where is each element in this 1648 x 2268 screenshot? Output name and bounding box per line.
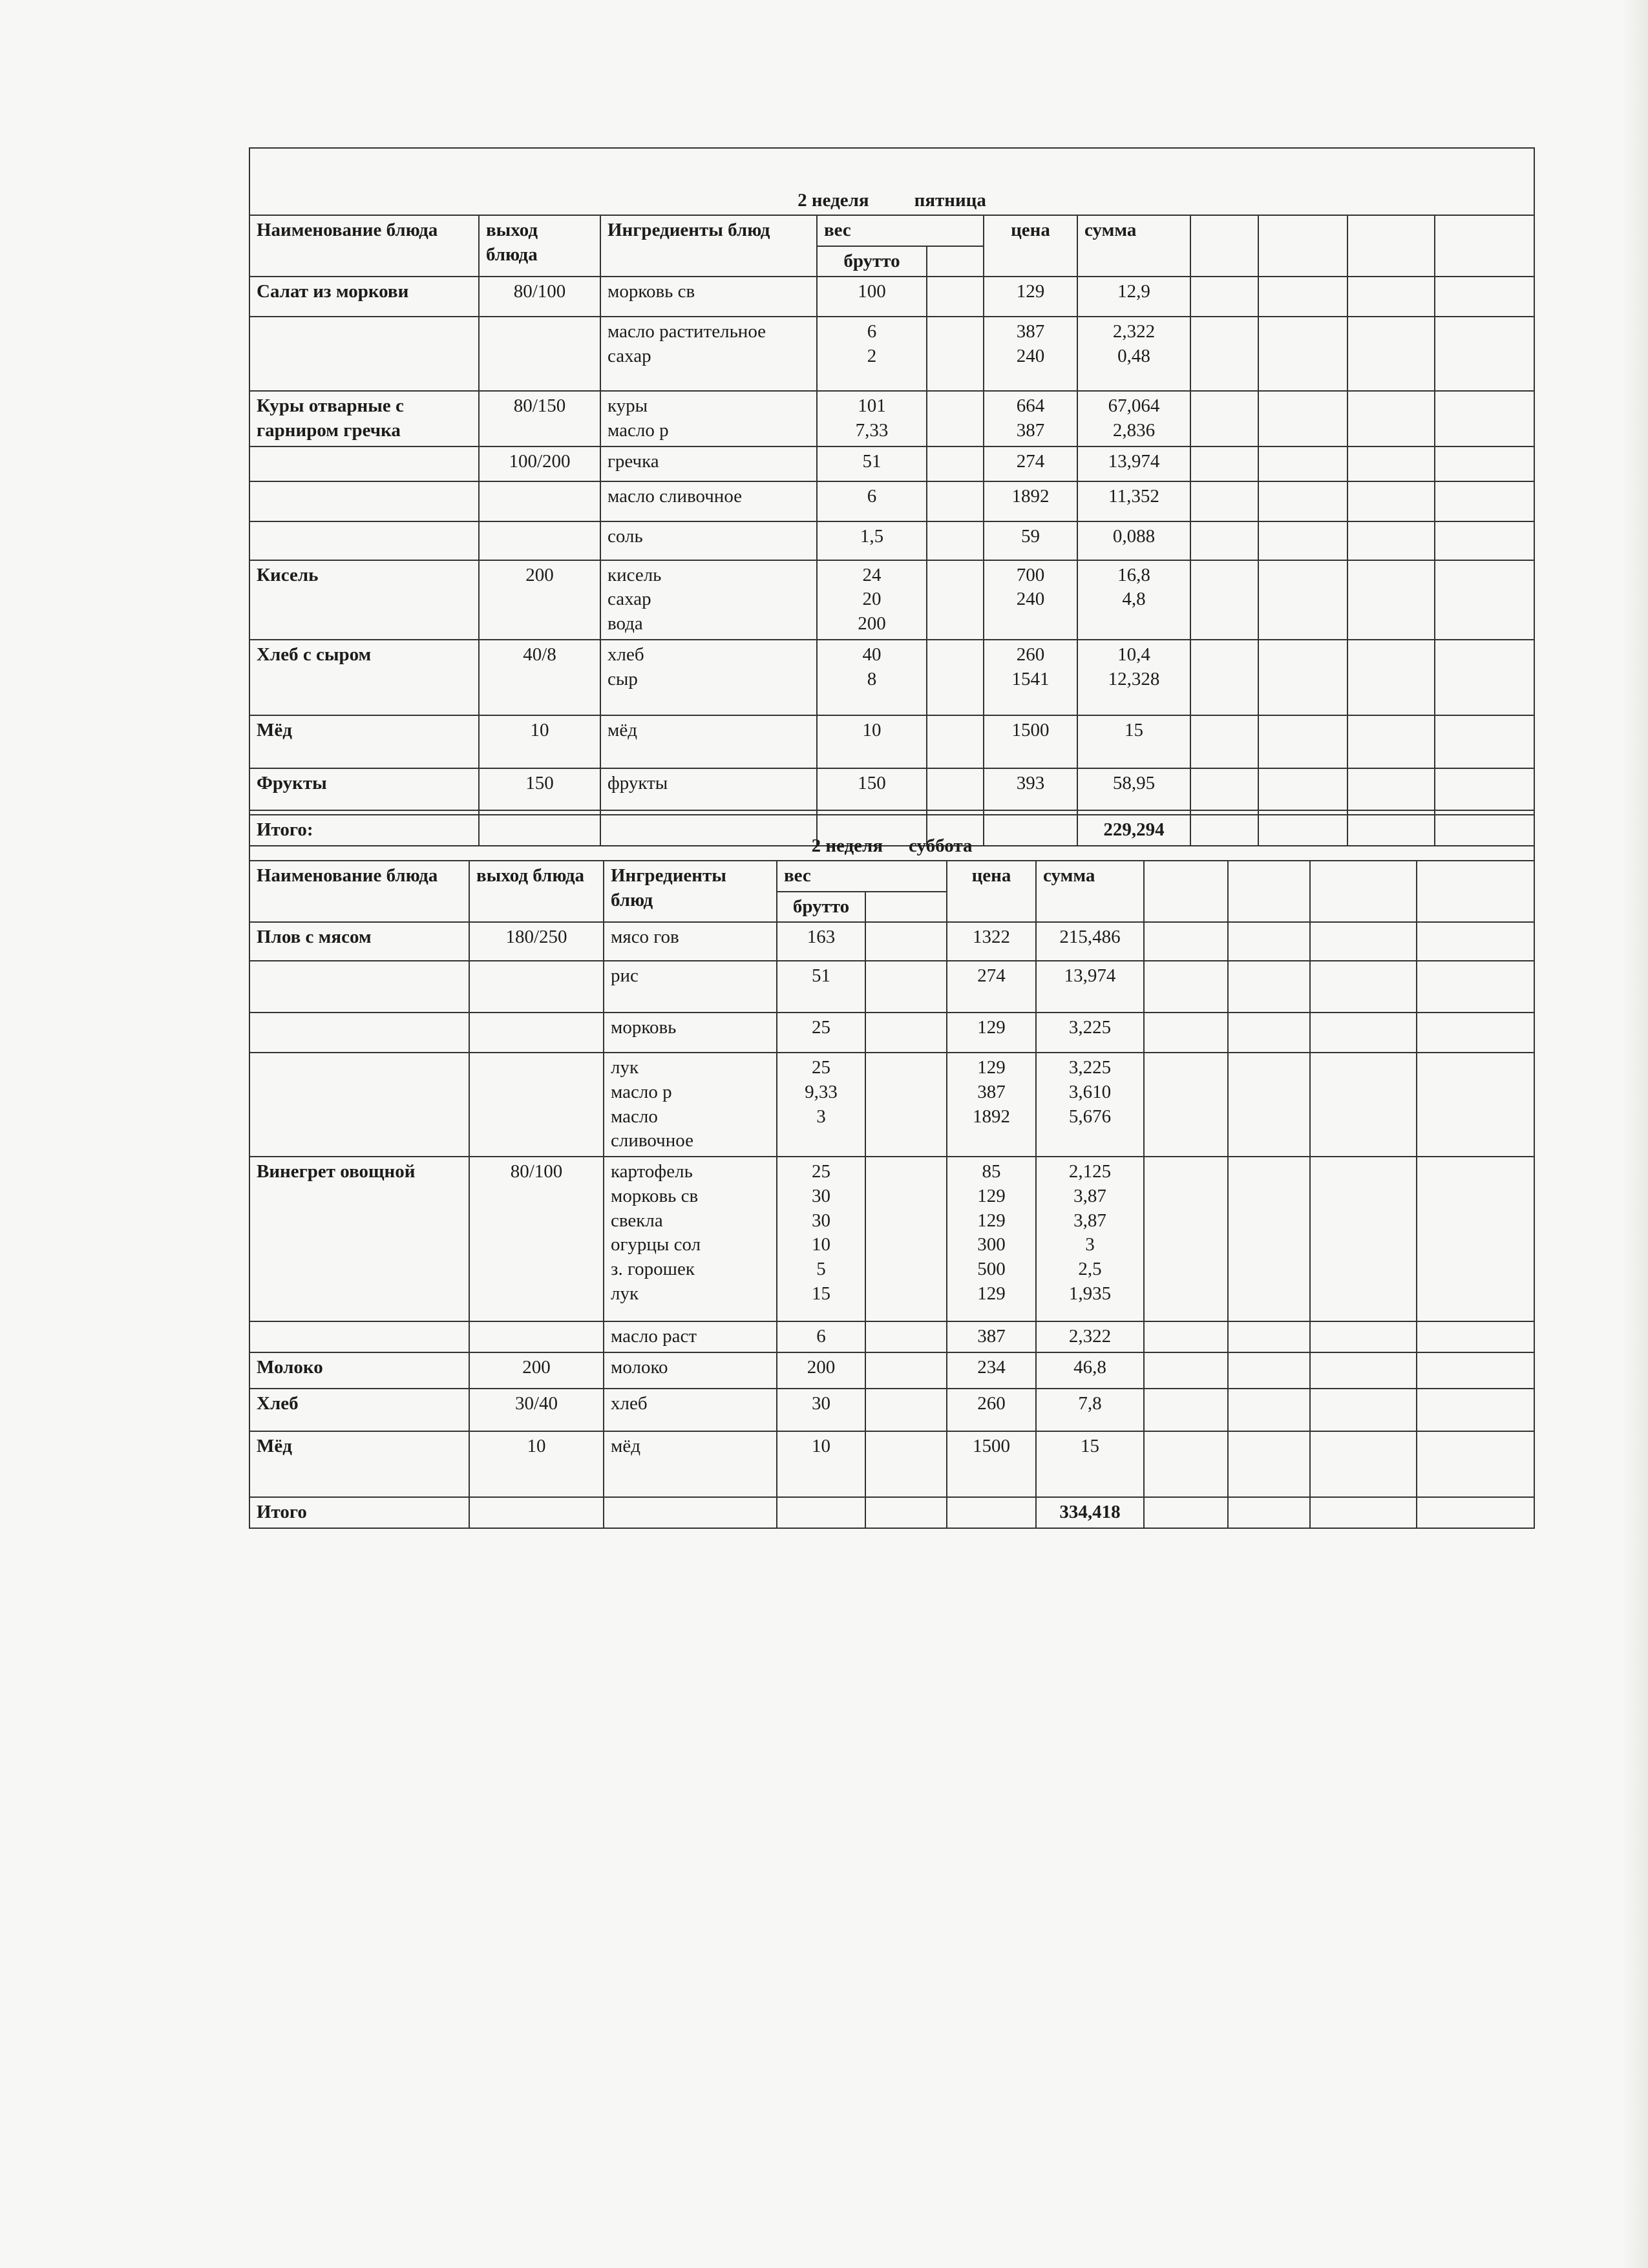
table-row — [249, 560, 1534, 640]
ingredients-cell: гречка — [600, 446, 817, 481]
total-label: Итого: — [249, 815, 479, 846]
dish-name-cell: Хлеб — [249, 1389, 469, 1431]
table-row — [249, 640, 1534, 715]
header-yield: выход блюда — [479, 215, 600, 277]
empty-cell — [1435, 215, 1534, 277]
empty-cell — [1417, 1431, 1534, 1497]
table-row — [249, 1053, 1534, 1157]
empty-cell — [927, 768, 984, 815]
yield-cell: 10 — [469, 1431, 604, 1497]
empty-cell — [1144, 1157, 1228, 1321]
empty-cell — [865, 1389, 947, 1431]
ingredients-cell: молоко — [604, 1352, 777, 1389]
empty-cell — [1190, 277, 1258, 317]
total-sum: 334,418 — [1036, 1497, 1144, 1528]
empty-cell — [865, 1157, 947, 1321]
empty-cell — [1435, 391, 1534, 446]
dish-name-cell: Мёд — [249, 1431, 469, 1497]
weight-brutto-cell: 1,5 — [817, 521, 927, 560]
empty-cell — [1190, 481, 1258, 521]
empty-cell — [1310, 1352, 1417, 1389]
table-row — [249, 317, 1534, 391]
empty-cell — [1310, 1389, 1417, 1431]
table-row — [249, 1013, 1534, 1053]
weight-brutto-cell: 25 30 30 10 5 15 — [777, 1157, 865, 1321]
weight-brutto-cell: 51 — [817, 446, 927, 481]
menu-table-saturday — [249, 810, 1535, 1529]
empty-cell — [1190, 446, 1258, 481]
total-row — [249, 1497, 1534, 1528]
empty-cell — [1347, 317, 1435, 391]
empty-cell — [1258, 715, 1347, 768]
yield-cell — [469, 1053, 604, 1157]
weight-brutto-cell: 200 — [777, 1352, 865, 1389]
ingredients-cell: морковь св — [600, 277, 817, 317]
weight-brutto-cell: 25 9,33 3 — [777, 1053, 865, 1157]
ingredients-cell: масло раст — [604, 1321, 777, 1352]
empty-cell — [1258, 560, 1347, 640]
empty-cell — [777, 1497, 865, 1528]
day-label: пятница — [914, 190, 986, 211]
empty-cell — [1228, 1497, 1310, 1528]
dish-name-cell: Хлеб с сыром — [249, 640, 479, 715]
yield-cell: 80/150 — [479, 391, 600, 446]
empty-cell — [1190, 640, 1258, 715]
empty-cell — [1347, 560, 1435, 640]
empty-cell — [1144, 1013, 1228, 1053]
empty-cell — [1310, 1013, 1417, 1053]
empty-cell — [865, 1321, 947, 1352]
empty-cell — [1258, 768, 1347, 815]
empty-cell — [947, 1497, 1036, 1528]
dish-name-cell: Куры отварные с гарниром гречка — [249, 391, 479, 446]
empty-cell — [1417, 1053, 1534, 1157]
empty-cell — [1144, 1431, 1228, 1497]
dish-name-cell — [249, 1321, 469, 1352]
header-row — [249, 215, 1534, 246]
empty-cell — [1347, 640, 1435, 715]
empty-cell — [1435, 560, 1534, 640]
empty-cell — [865, 1352, 947, 1389]
dish-name-cell: Плов с мясом — [249, 922, 469, 961]
yield-cell: 180/250 — [469, 922, 604, 961]
dish-name-cell — [249, 1013, 469, 1053]
table-row — [249, 961, 1534, 1013]
empty-cell — [1228, 922, 1310, 961]
empty-cell — [1310, 861, 1417, 922]
empty-cell — [1417, 1497, 1534, 1528]
sum-cell: 10,4 12,328 — [1077, 640, 1190, 715]
empty-cell — [1435, 277, 1534, 317]
empty-cell — [927, 391, 984, 446]
empty-cell — [1228, 1321, 1310, 1352]
header-sum: сумма — [1077, 215, 1190, 277]
empty-cell — [1347, 391, 1435, 446]
sum-cell: 15 — [1077, 715, 1190, 768]
empty-cell — [1228, 1352, 1310, 1389]
yield-cell: 100/200 — [479, 446, 600, 481]
dish-name-cell: Винегрет овощной — [249, 1157, 469, 1321]
header-price: цена — [947, 861, 1036, 922]
table-row — [249, 922, 1534, 961]
empty-cell — [1417, 1157, 1534, 1321]
empty-cell — [1258, 317, 1347, 391]
table-row — [249, 1389, 1534, 1431]
empty-cell — [1435, 521, 1534, 560]
yield-cell: 30/40 — [469, 1389, 604, 1431]
ingredients-cell: соль — [600, 521, 817, 560]
empty-cell — [1435, 446, 1534, 481]
empty-cell — [1144, 1321, 1228, 1352]
yield-cell: 200 — [479, 560, 600, 640]
header-yield: выход блюда — [469, 861, 604, 922]
empty-cell — [1417, 961, 1534, 1013]
table-title — [249, 810, 1534, 861]
sum-cell: 12,9 — [1077, 277, 1190, 317]
empty-cell — [865, 1497, 947, 1528]
yield-cell — [469, 1321, 604, 1352]
empty-cell — [1347, 768, 1435, 815]
dish-name-cell — [249, 446, 479, 481]
table-title — [249, 148, 1534, 215]
price-cell: 129 — [984, 277, 1077, 317]
ingredients-cell: хлеб сыр — [600, 640, 817, 715]
empty-cell — [865, 922, 947, 961]
ingredients-cell: лук масло р масло сливочное — [604, 1053, 777, 1157]
sum-cell: 46,8 — [1036, 1352, 1144, 1389]
table-row — [249, 1431, 1534, 1497]
sum-cell: 0,088 — [1077, 521, 1190, 560]
table-row — [249, 446, 1534, 481]
weight-brutto-cell: 10 — [777, 1431, 865, 1497]
sum-cell: 7,8 — [1036, 1389, 1144, 1431]
table-row — [249, 1352, 1534, 1389]
empty-cell — [1144, 861, 1228, 922]
sum-cell: 3,225 3,610 5,676 — [1036, 1053, 1144, 1157]
weight-brutto-cell: 6 — [817, 481, 927, 521]
ingredients-cell: картофель морковь св свекла огурцы сол з. горошек лук — [604, 1157, 777, 1321]
empty-cell — [1144, 1352, 1228, 1389]
table-title-row — [249, 148, 1534, 215]
sum-cell: 2,322 0,48 — [1077, 317, 1190, 391]
empty-cell — [927, 481, 984, 521]
empty-cell — [1228, 1013, 1310, 1053]
sum-cell: 16,8 4,8 — [1077, 560, 1190, 640]
sum-cell: 67,064 2,836 — [1077, 391, 1190, 446]
week-label: 2 неделя — [811, 835, 883, 857]
price-cell: 129 387 1892 — [947, 1053, 1036, 1157]
menu-table-friday — [249, 147, 1535, 846]
sum-cell: 15 — [1036, 1431, 1144, 1497]
table-row — [249, 1321, 1534, 1352]
empty-cell — [1258, 446, 1347, 481]
price-cell: 260 — [947, 1389, 1036, 1431]
header-weight: вес — [817, 215, 984, 246]
table-row — [249, 481, 1534, 521]
yield-cell — [479, 481, 600, 521]
empty-cell — [1417, 1013, 1534, 1053]
empty-cell — [1190, 521, 1258, 560]
empty-cell — [1435, 768, 1534, 815]
empty-cell — [1310, 1497, 1417, 1528]
empty-cell — [1258, 640, 1347, 715]
empty-cell — [1347, 215, 1435, 277]
empty-cell — [1310, 1053, 1417, 1157]
empty-cell — [1228, 1053, 1310, 1157]
empty-cell — [1310, 922, 1417, 961]
price-cell: 274 — [984, 446, 1077, 481]
sum-cell: 13,974 — [1077, 446, 1190, 481]
empty-cell — [927, 246, 984, 277]
yield-cell: 80/100 — [469, 1157, 604, 1321]
empty-cell — [1144, 961, 1228, 1013]
empty-cell — [927, 277, 984, 317]
empty-cell — [865, 1431, 947, 1497]
ingredients-cell: куры масло р — [600, 391, 817, 446]
empty-cell — [1417, 1321, 1534, 1352]
empty-cell — [469, 1497, 604, 1528]
dish-name-cell: Кисель — [249, 560, 479, 640]
price-cell: 1500 — [984, 715, 1077, 768]
weight-brutto-cell: 6 2 — [817, 317, 927, 391]
header-ingredients: Ингредиенты блюд — [604, 861, 777, 922]
table-row — [249, 277, 1534, 317]
sum-cell: 11,352 — [1077, 481, 1190, 521]
dish-name-cell — [249, 961, 469, 1013]
header-price: цена — [984, 215, 1077, 277]
ingredients-cell: хлеб — [604, 1389, 777, 1431]
empty-cell — [1347, 521, 1435, 560]
price-cell: 59 — [984, 521, 1077, 560]
weight-brutto-cell: 40 8 — [817, 640, 927, 715]
yield-cell — [479, 521, 600, 560]
header-brutto: брутто — [817, 246, 927, 277]
weight-brutto-cell: 51 — [777, 961, 865, 1013]
table-row — [249, 1157, 1534, 1321]
yield-cell — [479, 317, 600, 391]
dish-name-cell — [249, 317, 479, 391]
dish-name-cell: Мёд — [249, 715, 479, 768]
ingredients-cell: рис — [604, 961, 777, 1013]
empty-cell — [1435, 640, 1534, 715]
empty-cell — [865, 1013, 947, 1053]
empty-cell — [1190, 560, 1258, 640]
weight-brutto-cell: 30 — [777, 1389, 865, 1431]
empty-cell — [1347, 481, 1435, 521]
weight-brutto-cell: 101 7,33 — [817, 391, 927, 446]
header-brutto: брутто — [777, 892, 865, 923]
price-cell: 393 — [984, 768, 1077, 815]
empty-cell — [927, 446, 984, 481]
table-title-row — [249, 810, 1534, 861]
table-row — [249, 715, 1534, 768]
yield-cell — [469, 1013, 604, 1053]
yield-cell: 200 — [469, 1352, 604, 1389]
empty-cell — [927, 317, 984, 391]
ingredients-cell: морковь — [604, 1013, 777, 1053]
empty-cell — [1258, 215, 1347, 277]
empty-cell — [1435, 715, 1534, 768]
weight-brutto-cell: 6 — [777, 1321, 865, 1352]
empty-cell — [1144, 1497, 1228, 1528]
empty-cell — [1347, 277, 1435, 317]
price-cell: 700 240 — [984, 560, 1077, 640]
empty-cell — [1258, 277, 1347, 317]
dish-name-cell — [249, 521, 479, 560]
empty-cell — [1310, 1321, 1417, 1352]
ingredients-cell: фрукты — [600, 768, 817, 815]
price-cell: 1500 — [947, 1431, 1036, 1497]
table-row — [249, 521, 1534, 560]
empty-cell — [1347, 715, 1435, 768]
price-cell: 129 — [947, 1013, 1036, 1053]
weight-brutto-cell: 163 — [777, 922, 865, 961]
sum-cell: 2,322 — [1036, 1321, 1144, 1352]
price-cell: 387 — [947, 1321, 1036, 1352]
price-cell: 274 — [947, 961, 1036, 1013]
ingredients-cell: мёд — [604, 1431, 777, 1497]
empty-cell — [1190, 768, 1258, 815]
weight-brutto-cell: 150 — [817, 768, 927, 815]
empty-cell — [1347, 446, 1435, 481]
empty-cell — [1190, 317, 1258, 391]
ingredients-cell: масло сливочное — [600, 481, 817, 521]
price-cell: 85 129 129 300 500 129 — [947, 1157, 1036, 1321]
empty-cell — [927, 715, 984, 768]
empty-cell — [1258, 481, 1347, 521]
empty-cell — [1435, 317, 1534, 391]
empty-cell — [1417, 1389, 1534, 1431]
price-cell: 260 1541 — [984, 640, 1077, 715]
empty-cell — [1190, 391, 1258, 446]
yield-cell: 10 — [479, 715, 600, 768]
empty-cell — [1190, 715, 1258, 768]
empty-cell — [1258, 521, 1347, 560]
empty-cell — [927, 521, 984, 560]
table-row — [249, 391, 1534, 446]
empty-cell — [927, 560, 984, 640]
weight-brutto-cell: 100 — [817, 277, 927, 317]
empty-cell — [1310, 1157, 1417, 1321]
empty-cell — [604, 1497, 777, 1528]
saturday-rows — [249, 922, 1534, 1496]
sum-cell: 215,486 — [1036, 922, 1144, 961]
empty-cell — [1144, 1389, 1228, 1431]
dish-name-cell: Салат из моркови — [249, 277, 479, 317]
empty-cell — [1258, 391, 1347, 446]
sum-cell: 58,95 — [1077, 768, 1190, 815]
ingredients-cell: мёд — [600, 715, 817, 768]
total-sum: 229,294 — [1077, 815, 1190, 846]
empty-cell — [1228, 1389, 1310, 1431]
total-label: Итого — [249, 1497, 469, 1528]
ingredients-cell: мясо гов — [604, 922, 777, 961]
table-row — [249, 768, 1534, 815]
price-cell: 387 240 — [984, 317, 1077, 391]
empty-cell — [1417, 922, 1534, 961]
yield-cell — [469, 961, 604, 1013]
empty-cell — [1190, 215, 1258, 277]
yield-cell: 150 — [479, 768, 600, 815]
dish-name-cell: Фрукты — [249, 768, 479, 815]
header-row — [249, 861, 1534, 892]
friday-rows — [249, 277, 1534, 814]
weight-brutto-cell: 10 — [817, 715, 927, 768]
empty-cell — [1310, 961, 1417, 1013]
empty-cell — [1228, 1431, 1310, 1497]
empty-cell — [1228, 961, 1310, 1013]
empty-cell — [927, 640, 984, 715]
empty-cell — [1417, 861, 1534, 922]
yield-cell: 40/8 — [479, 640, 600, 715]
dish-name-cell: Молоко — [249, 1352, 469, 1389]
price-cell: 1322 — [947, 922, 1036, 961]
empty-cell — [1435, 481, 1534, 521]
empty-cell — [1228, 861, 1310, 922]
price-cell: 234 — [947, 1352, 1036, 1389]
weight-brutto-cell: 24 20 200 — [817, 560, 927, 640]
sum-cell: 3,225 — [1036, 1013, 1144, 1053]
sum-cell: 13,974 — [1036, 961, 1144, 1013]
empty-cell — [865, 892, 947, 923]
header-weight: вес — [777, 861, 947, 892]
sum-cell: 2,125 3,87 3,87 3 2,5 1,935 — [1036, 1157, 1144, 1321]
empty-cell — [865, 961, 947, 1013]
yield-cell: 80/100 — [479, 277, 600, 317]
dish-name-cell — [249, 481, 479, 521]
empty-cell — [1228, 1157, 1310, 1321]
ingredients-cell: масло растительное сахар — [600, 317, 817, 391]
paper-edge-shadow — [1622, 0, 1648, 2268]
empty-cell — [1417, 1352, 1534, 1389]
empty-cell — [1144, 1053, 1228, 1157]
ingredients-cell: кисель сахар вода — [600, 560, 817, 640]
weight-brutto-cell: 25 — [777, 1013, 865, 1053]
dish-name-cell — [249, 1053, 469, 1157]
week-label: 2 неделя — [798, 190, 869, 211]
header-sum: сумма — [1036, 861, 1144, 922]
empty-cell — [1144, 922, 1228, 961]
empty-cell — [865, 1053, 947, 1157]
header-ingredients: Ингредиенты блюд — [600, 215, 817, 277]
header-name: Наименование блюда — [249, 215, 479, 277]
price-cell: 664 387 — [984, 391, 1077, 446]
header-name: Наименование блюда — [249, 861, 469, 922]
empty-cell — [1310, 1431, 1417, 1497]
price-cell: 1892 — [984, 481, 1077, 521]
day-label: суббота — [909, 835, 973, 857]
